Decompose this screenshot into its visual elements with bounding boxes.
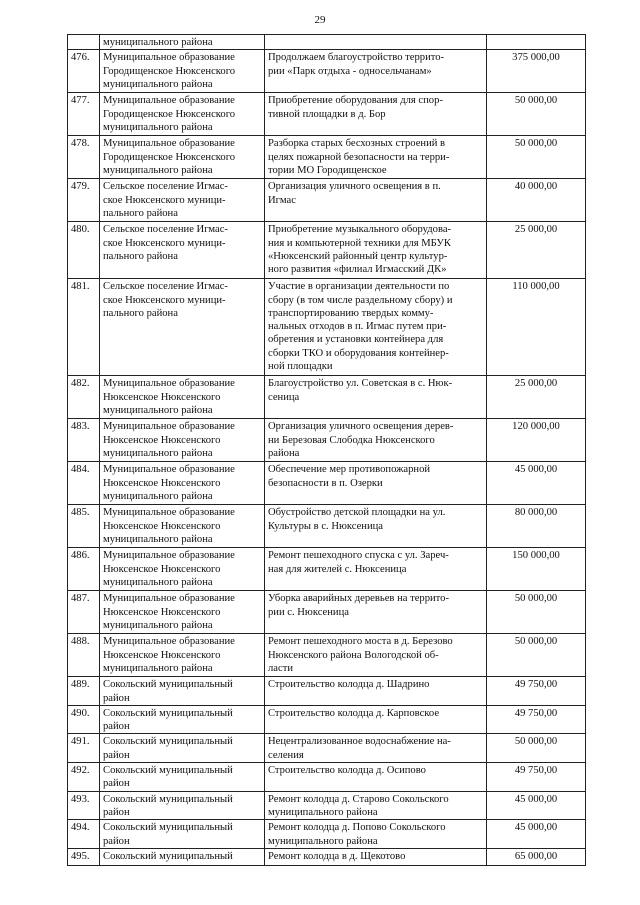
municipality-cell-text: Муниципальное образование Нюксенское Нюксенского муниципального района bbox=[103, 464, 235, 502]
amount-cell-text: 49 750,00 bbox=[514, 765, 558, 777]
description-cell-text: Организация уличного освещения дерев- ни Березовая Слободка Нюксенского района bbox=[268, 421, 454, 459]
description-cell bbox=[265, 734, 487, 763]
municipality-cell bbox=[100, 419, 265, 462]
amount-cell-text: 45 000,00 bbox=[514, 464, 558, 476]
row-number-cell bbox=[68, 820, 100, 849]
description-cell-text: Уборка аварийных деревьев на террито- рии с. Нюксеница bbox=[268, 593, 449, 618]
table-row bbox=[68, 820, 586, 849]
row-number-cell bbox=[68, 222, 100, 279]
municipality-cell bbox=[100, 376, 265, 419]
description-cell-text: Строительство колодца д. Шадрино bbox=[268, 679, 430, 691]
amount-cell bbox=[487, 848, 586, 865]
amount-cell-text: 375 000,00 bbox=[512, 52, 560, 64]
amount-cell bbox=[487, 591, 586, 634]
table-row bbox=[68, 462, 586, 505]
page-number: 29 bbox=[314, 14, 326, 26]
description-cell bbox=[265, 791, 487, 820]
description-cell-text: Обеспечение мер противопожарной безопасности в п. Озерки bbox=[268, 464, 431, 489]
description-cell bbox=[265, 505, 487, 548]
row-number-cell-text: 481. bbox=[71, 281, 90, 293]
table-row bbox=[68, 634, 586, 677]
amount-cell-text: 40 000,00 bbox=[514, 181, 558, 193]
table-body bbox=[68, 35, 586, 866]
municipality-cell-text: Муниципальное образование Нюксенское Нюксенского муниципального района bbox=[103, 636, 235, 674]
description-cell bbox=[265, 548, 487, 591]
row-number-cell-text: 480. bbox=[71, 224, 90, 236]
row-number-cell-text: 492. bbox=[71, 765, 90, 777]
description-cell bbox=[265, 179, 487, 222]
amount-cell-text: 25 000,00 bbox=[514, 224, 558, 236]
description-cell-text: Благоустройство ул. Советская в с. Нюк- сеница bbox=[268, 378, 453, 403]
description-cell bbox=[265, 279, 487, 376]
row-number-cell bbox=[68, 419, 100, 462]
description-cell-text: Приобретение музыкального оборудова- ния и компьютерной техники для МБУК «Нюксенский районный центр культур- ного развития «филиал Игмасский ДК» bbox=[268, 224, 452, 276]
amount-cell bbox=[487, 222, 586, 279]
municipality-cell-text: муниципального района bbox=[103, 37, 213, 48]
row-number-cell bbox=[68, 50, 100, 93]
municipality-cell-text: Сельское поселение Игмас- ское Нюксенского муници- пального района bbox=[103, 224, 228, 262]
description-cell bbox=[265, 634, 487, 677]
table-row bbox=[68, 505, 586, 548]
description-cell-text: Ремонт пешеходного моста в д. Березово Нюксенского района Вологодской об- ласти bbox=[268, 636, 453, 674]
municipality-cell bbox=[100, 462, 265, 505]
municipality-cell bbox=[100, 820, 265, 849]
table-row bbox=[68, 848, 586, 865]
municipality-cell-text: Сокольский муниципальный район bbox=[103, 793, 233, 818]
row-number-cell bbox=[68, 376, 100, 419]
description-cell-text: Участие в организации деятельности по сбору (в том числе раздельному сбору) и транспортированию твердых комму- нальных отходов в п. Игмас путем при- обретения и установки контейнера для сборки ТКО и оборудования контейнер- ной площадки bbox=[268, 281, 453, 373]
table-row bbox=[68, 50, 586, 93]
table-row bbox=[68, 734, 586, 763]
row-number-cell-text: 479. bbox=[71, 181, 90, 193]
description-cell-text: Приобретение оборудования для спор- тивной площадки в д. Бор bbox=[268, 95, 443, 120]
row-number-cell bbox=[68, 35, 100, 50]
row-number-cell bbox=[68, 505, 100, 548]
description-cell bbox=[265, 419, 487, 462]
row-number-cell-text: 490. bbox=[71, 707, 90, 719]
row-number-cell bbox=[68, 548, 100, 591]
municipality-cell-text: Муниципальное образование Нюксенское Нюксенского муниципального района bbox=[103, 378, 235, 416]
description-cell-text: Строительство колодца д. Карповское bbox=[268, 707, 440, 719]
table-row bbox=[68, 548, 586, 591]
municipality-cell-text: Муниципальное образование Городищенское Нюксенского муниципального района bbox=[103, 138, 236, 176]
amount-cell-text: 50 000,00 bbox=[514, 636, 558, 648]
description-cell-text: Продолжаем благоустройство террито- рии «Парк отдыха - односельчанам» bbox=[268, 52, 445, 77]
row-number-cell-text: 482. bbox=[71, 378, 90, 390]
description-cell-text: Ремонт колодца д. Старово Сокольского муниципального района bbox=[268, 793, 449, 818]
amount-cell-text: 80 000,00 bbox=[514, 507, 558, 519]
table-row bbox=[68, 376, 586, 419]
amount-cell-text: 150 000,00 bbox=[512, 550, 560, 562]
municipality-cell-text: Муниципальное образование Городищенское Нюксенского муниципального района bbox=[103, 95, 236, 133]
municipality-cell-text: Муниципальное образование Нюксенское Нюксенского муниципального района bbox=[103, 550, 235, 588]
budget-table bbox=[67, 34, 586, 866]
description-cell bbox=[265, 222, 487, 279]
description-cell-text: Строительство колодца д. Осипово bbox=[268, 765, 426, 777]
description-cell-text: Ремонт пешеходного спуска с ул. Зареч- ная для жителей с. Нюксеница bbox=[268, 550, 449, 575]
table-row bbox=[68, 35, 586, 50]
table-row bbox=[68, 93, 586, 136]
row-number-cell bbox=[68, 634, 100, 677]
table-row bbox=[68, 419, 586, 462]
row-number-cell-text: 487. bbox=[71, 593, 90, 605]
amount-cell-text: 45 000,00 bbox=[514, 822, 558, 834]
municipality-cell-text: Сельское поселение Игмас- ское Нюксенского муници- пального района bbox=[103, 281, 228, 319]
description-cell bbox=[265, 376, 487, 419]
amount-cell bbox=[487, 634, 586, 677]
amount-cell bbox=[487, 419, 586, 462]
description-cell bbox=[265, 35, 487, 50]
municipality-cell-text: Муниципальное образование Нюксенское Нюксенского муниципального района bbox=[103, 507, 235, 545]
municipality-cell bbox=[100, 136, 265, 179]
table-row bbox=[68, 279, 586, 376]
amount-cell-text: 50 000,00 bbox=[514, 138, 558, 150]
row-number-cell bbox=[68, 462, 100, 505]
description-cell-text: Ремонт колодца д. Попово Сокольского муниципального района bbox=[268, 822, 446, 847]
row-number-cell bbox=[68, 591, 100, 634]
municipality-cell-text: Муниципальное образование Городищенское Нюксенского муниципального района bbox=[103, 52, 236, 90]
row-number-cell bbox=[68, 734, 100, 763]
row-number-cell-text: 489. bbox=[71, 679, 90, 691]
municipality-cell bbox=[100, 763, 265, 792]
municipality-cell bbox=[100, 705, 265, 734]
table-row bbox=[68, 677, 586, 706]
amount-cell bbox=[487, 35, 586, 50]
table-row bbox=[68, 222, 586, 279]
row-number-cell bbox=[68, 677, 100, 706]
amount-cell bbox=[487, 820, 586, 849]
description-cell-text: Ремонт колодца в д. Щекотово bbox=[268, 850, 406, 862]
row-number-cell-text: 491. bbox=[71, 736, 90, 748]
amount-cell bbox=[487, 734, 586, 763]
amount-cell bbox=[487, 279, 586, 376]
row-number-cell-text: 477. bbox=[71, 95, 90, 107]
municipality-cell bbox=[100, 848, 265, 865]
amount-cell-text: 49 750,00 bbox=[514, 707, 558, 719]
amount-cell bbox=[487, 505, 586, 548]
row-number-cell-text: 483. bbox=[71, 421, 90, 433]
amount-cell bbox=[487, 93, 586, 136]
description-cell bbox=[265, 677, 487, 706]
amount-cell-text: 65 000,00 bbox=[514, 850, 558, 862]
amount-cell bbox=[487, 791, 586, 820]
row-number-cell bbox=[68, 93, 100, 136]
description-cell-text: Разборка старых бесхозных строений в целях пожарной безопасности на терри- тории МО Городищенское bbox=[268, 138, 450, 176]
row-number-cell bbox=[68, 705, 100, 734]
municipality-cell-text: Сокольский муниципальный район bbox=[103, 679, 233, 704]
amount-cell bbox=[487, 136, 586, 179]
description-cell bbox=[265, 50, 487, 93]
table-row bbox=[68, 705, 586, 734]
municipality-cell-text: Муниципальное образование Нюксенское Нюксенского муниципального района bbox=[103, 593, 235, 631]
amount-cell bbox=[487, 462, 586, 505]
amount-cell-text: 120 000,00 bbox=[512, 421, 560, 433]
row-number-cell-text: 494. bbox=[71, 822, 90, 834]
municipality-cell-text: Сокольский муниципальный район bbox=[103, 765, 233, 790]
amount-cell-text: 50 000,00 bbox=[514, 95, 558, 107]
row-number-cell-text: 485. bbox=[71, 507, 90, 519]
amount-cell bbox=[487, 705, 586, 734]
description-cell bbox=[265, 591, 487, 634]
municipality-cell bbox=[100, 505, 265, 548]
row-number-cell bbox=[68, 136, 100, 179]
row-number-cell bbox=[68, 791, 100, 820]
municipality-cell bbox=[100, 35, 265, 50]
amount-cell-text: 110 000,00 bbox=[512, 281, 560, 293]
municipality-cell-text: Муниципальное образование Нюксенское Нюксенского муниципального района bbox=[103, 421, 235, 459]
row-number-cell-text: 478. bbox=[71, 138, 90, 150]
row-number-cell-text: 488. bbox=[71, 636, 90, 648]
amount-cell-text: 45 000,00 bbox=[514, 793, 558, 805]
municipality-cell bbox=[100, 734, 265, 763]
municipality-cell bbox=[100, 677, 265, 706]
row-number-cell-text: 486. bbox=[71, 550, 90, 562]
amount-cell bbox=[487, 50, 586, 93]
amount-cell-text: 49 750,00 bbox=[514, 679, 558, 691]
table-row bbox=[68, 179, 586, 222]
amount-cell-text: 50 000,00 bbox=[514, 593, 558, 605]
municipality-cell bbox=[100, 591, 265, 634]
amount-cell bbox=[487, 548, 586, 591]
municipality-cell bbox=[100, 791, 265, 820]
municipality-cell-text: Сельское поселение Игмас- ское Нюксенского муници- пального района bbox=[103, 181, 228, 219]
row-number-cell-text: 495. bbox=[71, 850, 90, 862]
description-cell-text: Организация уличного освещения в п. Игмас bbox=[268, 181, 441, 206]
table-row bbox=[68, 136, 586, 179]
municipality-cell bbox=[100, 634, 265, 677]
municipality-cell bbox=[100, 222, 265, 279]
row-number-cell bbox=[68, 279, 100, 376]
row-number-cell-text: 493. bbox=[71, 793, 90, 805]
municipality-cell-text: Сокольский муниципальный район bbox=[103, 707, 233, 733]
municipality-cell bbox=[100, 548, 265, 591]
description-cell bbox=[265, 820, 487, 849]
description-cell bbox=[265, 136, 487, 179]
municipality-cell bbox=[100, 93, 265, 136]
amount-cell bbox=[487, 376, 586, 419]
description-cell bbox=[265, 93, 487, 136]
row-number-cell bbox=[68, 179, 100, 222]
table-row bbox=[68, 763, 586, 792]
table-row bbox=[68, 591, 586, 634]
municipality-cell bbox=[100, 50, 265, 93]
description-cell-text: Нецентрализованное водоснабжение на- селения bbox=[268, 736, 451, 761]
row-number-cell-text: 476. bbox=[71, 52, 90, 64]
amount-cell bbox=[487, 677, 586, 706]
table-row bbox=[68, 791, 586, 820]
municipality-cell-text: Сокольский муниципальный район bbox=[103, 822, 233, 847]
description-cell-text: Обустройство детской площадки на ул. Культуры в с. Нюксеница bbox=[268, 507, 446, 532]
amount-cell bbox=[487, 763, 586, 792]
amount-cell-text: 50 000,00 bbox=[514, 736, 558, 748]
description-cell bbox=[265, 763, 487, 792]
municipality-cell-text: Сокольский муниципальный район bbox=[103, 736, 233, 761]
municipality-cell-text: Сокольский муниципальный bbox=[103, 850, 233, 862]
description-cell bbox=[265, 705, 487, 734]
amount-cell bbox=[487, 179, 586, 222]
amount-cell-text: 25 000,00 bbox=[514, 378, 558, 390]
row-number-cell bbox=[68, 763, 100, 792]
municipality-cell bbox=[100, 179, 265, 222]
row-number-cell-text: 484. bbox=[71, 464, 90, 476]
description-cell bbox=[265, 848, 487, 865]
description-cell bbox=[265, 462, 487, 505]
municipality-cell bbox=[100, 279, 265, 376]
row-number-cell bbox=[68, 848, 100, 865]
